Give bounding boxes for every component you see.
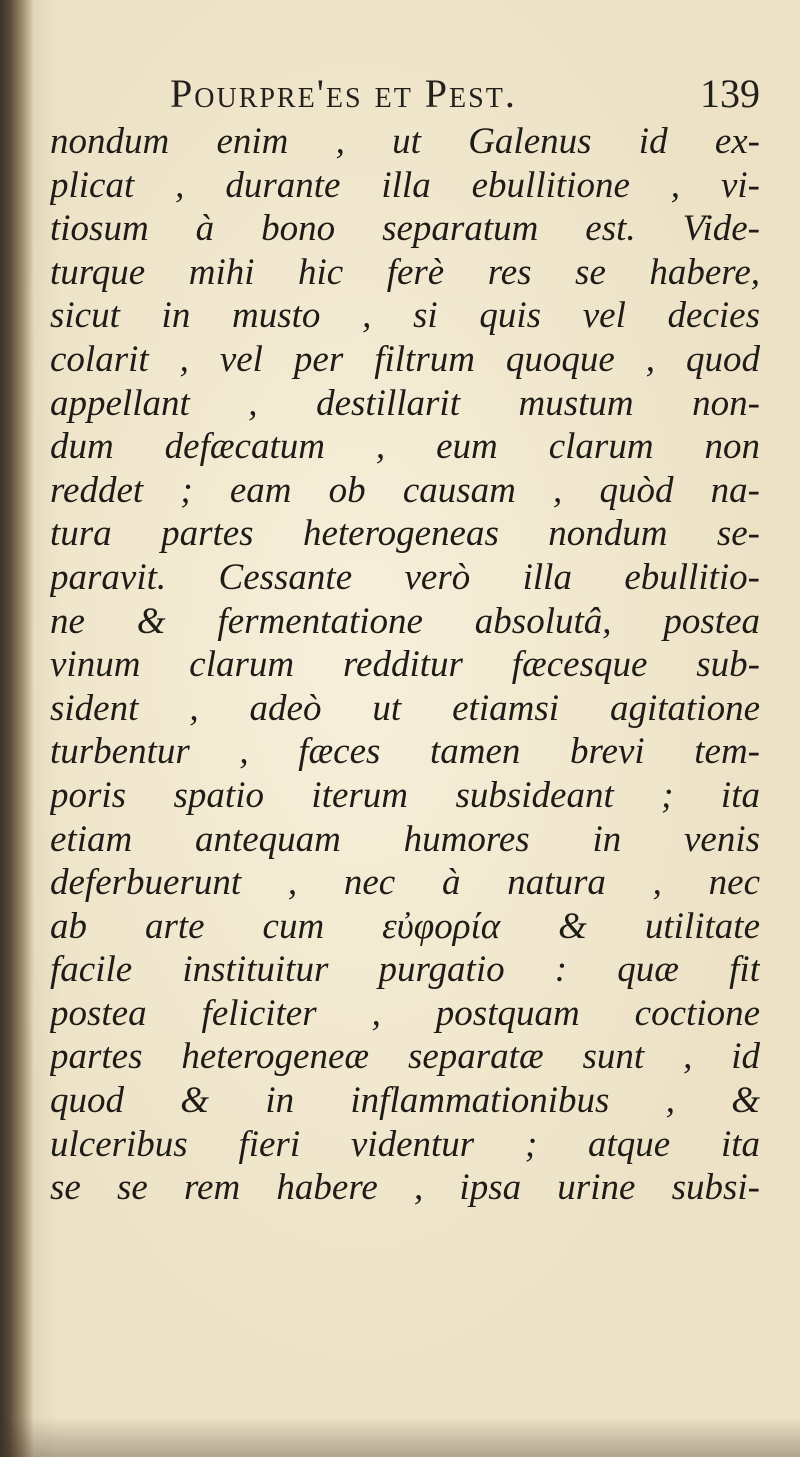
text-line: dum defæcatum , eum clarum non bbox=[50, 426, 760, 468]
page-number: 139 bbox=[700, 71, 760, 116]
text-line: vinum clarum redditur fæcesque sub- bbox=[50, 644, 760, 686]
text-line: sicut in musto , si quis vel decies bbox=[50, 295, 760, 337]
text-line: deferbuerunt , nec à natura , nec bbox=[50, 862, 760, 904]
text-line: colarit , vel per filtrum quoque , quod bbox=[50, 338, 760, 380]
text-line: partes heterogeneæ separatæ sunt , id bbox=[50, 1036, 760, 1078]
text-line: poris spatio iterum subsideant ; ita bbox=[50, 774, 760, 816]
text-line: tura partes heterogeneas nondum se- bbox=[50, 513, 760, 555]
text-line: quod & in inflammationibus , & bbox=[50, 1080, 760, 1122]
text-line: ulceribus fieri videntur ; atque ita bbox=[50, 1123, 760, 1165]
page-bottom-shadow bbox=[0, 1417, 800, 1457]
text-line: appellant , destillarit mustum non- bbox=[50, 382, 760, 424]
running-head-title: Pourpre'es et Pest. bbox=[170, 71, 517, 116]
text-line: nondum enim , ut Galenus id ex- bbox=[50, 121, 760, 162]
body-text bbox=[50, 120, 760, 1210]
text-line: se se rem habere , ipsa urine subsi- bbox=[50, 1167, 760, 1209]
text-line: tiosum à bono separatum est. Vide- bbox=[50, 208, 760, 250]
text-line: ab arte cum εὐφορία & utilitate bbox=[50, 905, 760, 947]
page-gutter-shadow bbox=[0, 0, 34, 1457]
text-line: etiam antequam humores in venis bbox=[50, 818, 760, 860]
text-line: plicat , durante illa ebullitione , vi- bbox=[50, 164, 760, 206]
text-line: turque mihi hic ferè res se habere, bbox=[50, 251, 760, 293]
text-line: paravit. Cessante verò illa ebullitio- bbox=[50, 556, 760, 598]
text-line: postea feliciter , postquam coctione bbox=[50, 992, 760, 1034]
text-line: sident , adeò ut etiamsi agitatione bbox=[50, 687, 760, 729]
text-line: reddet ; eam ob causam , quòd na- bbox=[50, 469, 760, 511]
text-line: facile instituitur purgatio : quæ fit bbox=[50, 949, 760, 991]
text-line: turbentur , fæces tamen brevi tem- bbox=[50, 731, 760, 773]
text-line: ne & fermentatione absolutâ, postea bbox=[50, 600, 760, 642]
